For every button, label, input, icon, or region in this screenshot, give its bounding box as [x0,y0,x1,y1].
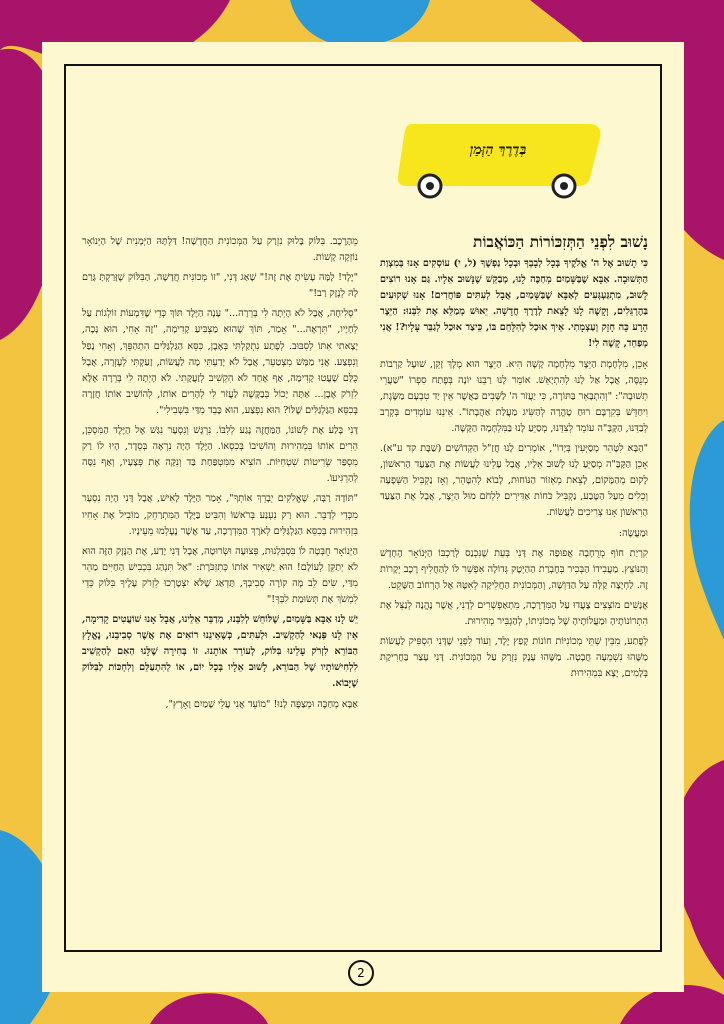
paragraph-emphasis: יֵשׁ לָנוּ אַבָּא בַּשָּׁמַיִם, שֶׁלּוֹחֵשׁ לְלִבֵּנוּ, מְדַבֵּר אֵלֵינוּ, אֲבָל אָנוּ שׁוֹעֲטִים קָדִימָה, אֵין לָנוּ פְּנַאי לְהַקְשִׁיב. וּלְעִתִּים, כְּשֶׁאֵינֵנוּ רוֹאִים אֶת אֲשֶׁר סְבִיבֵנוּ, נֶאֱלָץ הַבּוֹרֵא לִזְרֹק עָלֵינוּ בִּלּוֹק, לְעוֹרֵר אוֹתָנוּ. זוֹ בְּחִירָה שֶׁלָּנוּ הַאִם לְהַקְשִׁיב לִלְחִישׁוֹתָיו שֶׁל הַבּוֹרֵא, לָשׁוּב אֵלָיו בְּכָל יוֹם, אוֹ לְהִתְעַלֵּם וְלִחְכּוֹת לַבִּלּוֹק שֶׁיָּבוֹא. [82,614,358,690]
paragraph: וּמַעֲשֶׂה: [618,527,648,539]
paragraph: אָכֵן, מִלְחֶמֶת הַיֵּצֶר מִלְחָמָה קָשָׁה הִיא. הַיֵּצֶר הוּא מֶלֶךְ זָקֵן, שׁוּעָל קַרְבוֹת מְנֻסֶּה, אֲבָל אַל לָנוּ לְהִתְיָאֵשׁ. אוֹמֵר לָנוּ רַבֵּנוּ יוֹנָה בְּפֶתַח סִפְרוֹ "שַׁעֲרֵי תְשׁוּבָה": "וְהִתְבָּאֵר בַּתּוֹרָה, כִּי יַעֲזֹר ה' לַשָּׁבִים כַּאֲשֶׁר אֵין יַד טִבְעָם מַשֶּׂגֶת, וִיחַדֵּשׁ בְּקִרְבָּם רוּחַ טָהֳרָה לְהַשִּׂיג מַעֲלַת אַהֲבָתוֹ". אֵינֵנוּ עוֹמְדִים בְּקְרָב לְבַדֵּנוּ, הַקָּבָּ"ה עוֹמֵד לְצִדֵּנוּ, מְסַיֵּעַ לָנוּ בַּמִּלְחָמָה הַקָּשָׁה. [380,358,648,434]
paragraph: דָּנִי בָּלַע אֶת לְשׁוֹנוֹ, הַמַּחֲזֶה נָגַע לְלִבּוֹ. נִרְגָּשׁ וְנִסְעָר נִגַּשׁ אֶל הַיֶּלֶד הַמִּסְכֵּן, הֵרִים אוֹתוֹ בִּמְהִירוּת וְהוֹשִׁיבוֹ בְּכִסְאוֹ. הַיֶּלֶד הָיָה נִרְאֶה בְּסֵדֶר, הָיוּ לוֹ רַק מִסְפַּר שְׂרִיטוֹת שִׁטְחִיּוֹת. הוֹצִיא מִמִּטְפַּחַת בַּד וְנִקָּה אֶת פְּצָעָיו, וְאַף נִסָּה לְהַרְגִּיעוֹ. [82,425,358,485]
paragraph: אַבָּא מְחַכֶּה וּמְצַפֶּה לָנוּ! "מוֹעֵד אֲנִי עֲלֵי שָׁמַיִם וָאָרֶץ", [165,698,358,710]
paragraph: הַיְּנוֹאָר חֻבְּטָה לוֹ בִּסְבִּלָנוּת, פְּצוּעָה וּשְׂרוּטָה, אֲבָל דָּנִי יָדַע, אֶת הַנֶּזֶק הַזֶּה הוּא לֹא יְתַקֵּן לְעוֹלָם! הוּא יַשְׁאִיר אוֹתוֹ כְּתִזְכֹּרֶת: "אַל תִּנְהַג בִּכְבִישׁ הַחַיִּים מַהֵר מִדַּי, שִׂים לֵב מָה קוֹרֶה סְבִיבְךָ, תַּדְאַג שֶׁלֹּא יִצְטָרְכוּ לִזְרֹק עָלֶיךָ בִּלּוֹק כְּדֵי לִמְשֹׁךְ אֶת תְּשׂוּמַת לִבְּךָ!" [82,545,358,605]
article-column-left [82,234,358,717]
paragraph: "יֶלֶד! לָמָּה עָשִׂיתָ אֶת זֶה!" שָׁאַג דָּנִי, "זוֹ מְכוֹנִית חֲדָשָׁה, הַבִּלּוֹק שֶׁזָּרַקְתָּ גָּרַם לָהּ לְנֶזֶק רַב!" [82,272,358,300]
section-title: בְּדֶרֶךְ הַזְּמַן [469,142,527,158]
article-heading: נָשׁוּב לִפְנֵי הַתְּזִכּוֹרוֹת הַכּוֹאֲבוֹת [473,232,648,251]
paragraph: "הַבָּא לִטָּהֵר מְסַיְּעִין בְּיָדוֹ", אוֹמְרִים לָנוּ חֲזַ"ל הַקְּדוֹשִׁים (שַׁבָּת קד ע"א). אָכֵן הַקָּבָּ"ה מְסַיֵּעַ לָנוּ לָשׁוּב אֵלָיו, אֲבָל עָלֵינוּ לַעֲשׂוֹת אֶת הַצַּעַד הָרִאשׁוֹן, לָקוּם מֵהַמָּקוֹם, לָצֵאת מֵאֵזוֹר הַנּוֹחוּת, לָבוֹא לְהִטָּהֵר, וְאָז נַקְבִּיל הַשְּׁפָעָה וְכֵלִים מֵעַל הַטֶּבַע, נַקְבִּיל כֹּחוֹת אַדִּירִים לִלְחֹם מוּל הַיֵּצֶר, אֲבָל אֶת הַצַּעַד הָרִאשׁוֹן אָנוּ צְרִיכִים לַעֲשׂוֹת. [380,443,648,519]
paragraph: קִרְיַת חוֹף מְרֻחָבָה אֲפוּפָה אֶת דָּנִי בְּעֵת שֶׁנִּכְנַס לְרַכְבּוֹ הַיְּנוֹאָר הֶחָדָשׁ וְהַנּוֹצֵץ. מַעֲבִידוֹ הַבְּכִיר בְּחֶבְרַת הַהַיְטֶק גְּדוֹלָה אִפְשֵׁר לוֹ לְהַחֲלִיף רֶכֶב יְקָרוֹת זֶה. לַחְיָצָה קַלָּה עַל הַדַּוְשָׁה, וְהַמְּכוֹנִית הַחֲלִיקָה לְאִטָּהּ אֶל הָרְחוֹב הַשָּׁקֵט. [380,547,648,591]
article-intro: כִּי תָשׁוּב אֶל ה' אֱלֹקֶיךָ בְּכָל לְבָבְךָ וּבְכָל נַפְשֶׁךָ (ל, י) עוֹסְקִים אָנוּ בְּמִצְוַת הַתְּשׁוּבָה. אַבָּא שֶׁבַּשָּׁמַיִם מְחַכֶּה לָנוּ, מְבַקֵּשׁ שֶׁנָּשׁוּב אֵלָיו. גַּם אָנוּ רוֹצִים לָשׁוּב, מִתְגַּעְגְּעִים לְאַבָּא שֶׁבַּשָּׁמַיִם, אֲבָל לְעִתִּים פּוֹחֲדִים! אָנוּ שְׁקוּעִים בַּהֶרְגֵּלִים, וְקָשֶׁה לָנוּ לָצֵאת לְדֶרֶךְ חֲדָשָׁה. יֵאוּשׁ מְמַלֵּא אֶת לִבֵּנוּ: הַיֵּצֶר הָרָע כָּה חָזָק וְעַצְמָתִי. אֵיךְ אוּכַל לְהִלָּחֵם בּוֹ, כֵּיצַד אוּכַל לְגַבֵּר עָלָיו?! אֲנִי מְפַחֵד, קָשֶׁה לִי! [380,258,648,350]
paragraph: מֵהָרֶכֶב. בִּלּוֹק בָּלוּק נִזְרַק עַל הַמְּכוֹנִית הַחֲדָשָׁה! דַּלְתָּהּ הַיְּמָנִית שֶׁל הַיְּנוֹאָר נוֹזְקָה קָשׁוֹת. [82,236,358,264]
paragraph: אֲנָשִׁים מוֹצְצִים צָעֲדוּ עַל הַמִּדְרָכָה, מִתְאַפְשְׁרִים לְדָנִי, אֲשֶׁר נֶהֱנָה לְנַצֵּל אֶת הִתְרוֹנוֹתֶיהָ וּמַעֲלוֹתֶיהָ שֶׁל מְכוֹנִיתוֹ, לְהַגְבִּיר מְהִירוּת. [380,599,648,627]
paragraph: "סְלִיחָה, אֲבָל לֹא הָיְתָה לִי בְּרֵרָה..." עָנָה הַיֶּלֶד תּוֹךְ כְּדֵי שֶׁדִּמְעוֹת זוֹלְגוֹת עַל לְחָיָיו, "תִּרְאֶה..." אָמַר, תּוֹךְ שֶׁהוּא מַצְבִּיעַ קָדִימָה, "זֶה אָחִי, הוּא נָכֶה, יָצָאתִי אִתּוֹ לְסִבּוּב. לְפֶתַע נִתְקַלְתִּי בְּאֶבֶן, כִּסֵּא הַגַּלְגַּלִּים הִתְהַפֵּךְ, וְאָחִי נָפַל וְנִפְצַע. אֲנִי מַמָּשׁ מִצְטַעֵר, אֲבָל לֹא יָדַעְתִּי מָה לַעֲשׂוֹת, זָעַקְתִּי לְעֶזְרָה, אֲבָל כֻּלָּם שָׁעֲטוּ קָדִימָה, אַף אֶחָד לֹא הִקְשִׁיב לְזַעֲקָתִי. לֹא הָיְתָה לִי בְּרֵרָה אֶלָּא לִזְרֹק אֶבֶן... אַתָּה יָכוֹל בְּבַקָּשָׁה לַעֲזֹר לִי לְהָרִים אוֹתוֹ, לְהוֹשִׁיב אוֹתוֹ חֲזָרָה בְּכִסֵּא הַגַּלְגַּלִּים שֶׁלּוֹ? הוּא נִפְצַע, הוּא כָּבֵד מִדַּי בִּשְׁבִילִי". [82,308,358,416]
paragraph: לְפֶתַע, מִבֵּין שְׁתֵּי מְכוֹנִיּוֹת חוֹנוֹת קָפַץ יֶלֶד, וְעוֹד לִפְנֵי שֶׁדָּנִי הִסְפִּיק לַעֲשׂוֹת מַשֶּׁהוּ נִשְׁמְעָה חֲבָטָה. מַשֶּׁהוּ עָנָק נִזְרַק עַל הַמְּכוֹנִית. דָּנִי עָצַר בַּחֲרִיקַת בְּלָמִים, יָצָא בִּמְהִירוּת [380,636,648,680]
page-number: 2 [348,960,374,986]
paragraph: "תּוֹדָה רַבָּה, שֶׁאֱלֹקִים יְבָרֵךְ אוֹתְךָ", אָמַר הַיֶּלֶד לָאִישׁ, אֲבָל דָּנִי הָיָה נִסְעָר מִכְּדֵי לְדַבֵּר. הוּא רַק נִעְנַע בְּרֹאשׁוֹ וְהִבִּיט בַּיֶּלֶד הַמִּתְרַחֵק, מוֹבִיל אֶת אָחִיו בִּזְהִירוּת בְּכִסֵּא הַגַּלְגַּלִּים לְאֹרֶךְ הַמִּדְרָכָה, עַד אֲשֶׁר נֶעֶלְמוּ מֵעֵינָיו. [82,493,358,537]
article-column-right [380,232,648,686]
